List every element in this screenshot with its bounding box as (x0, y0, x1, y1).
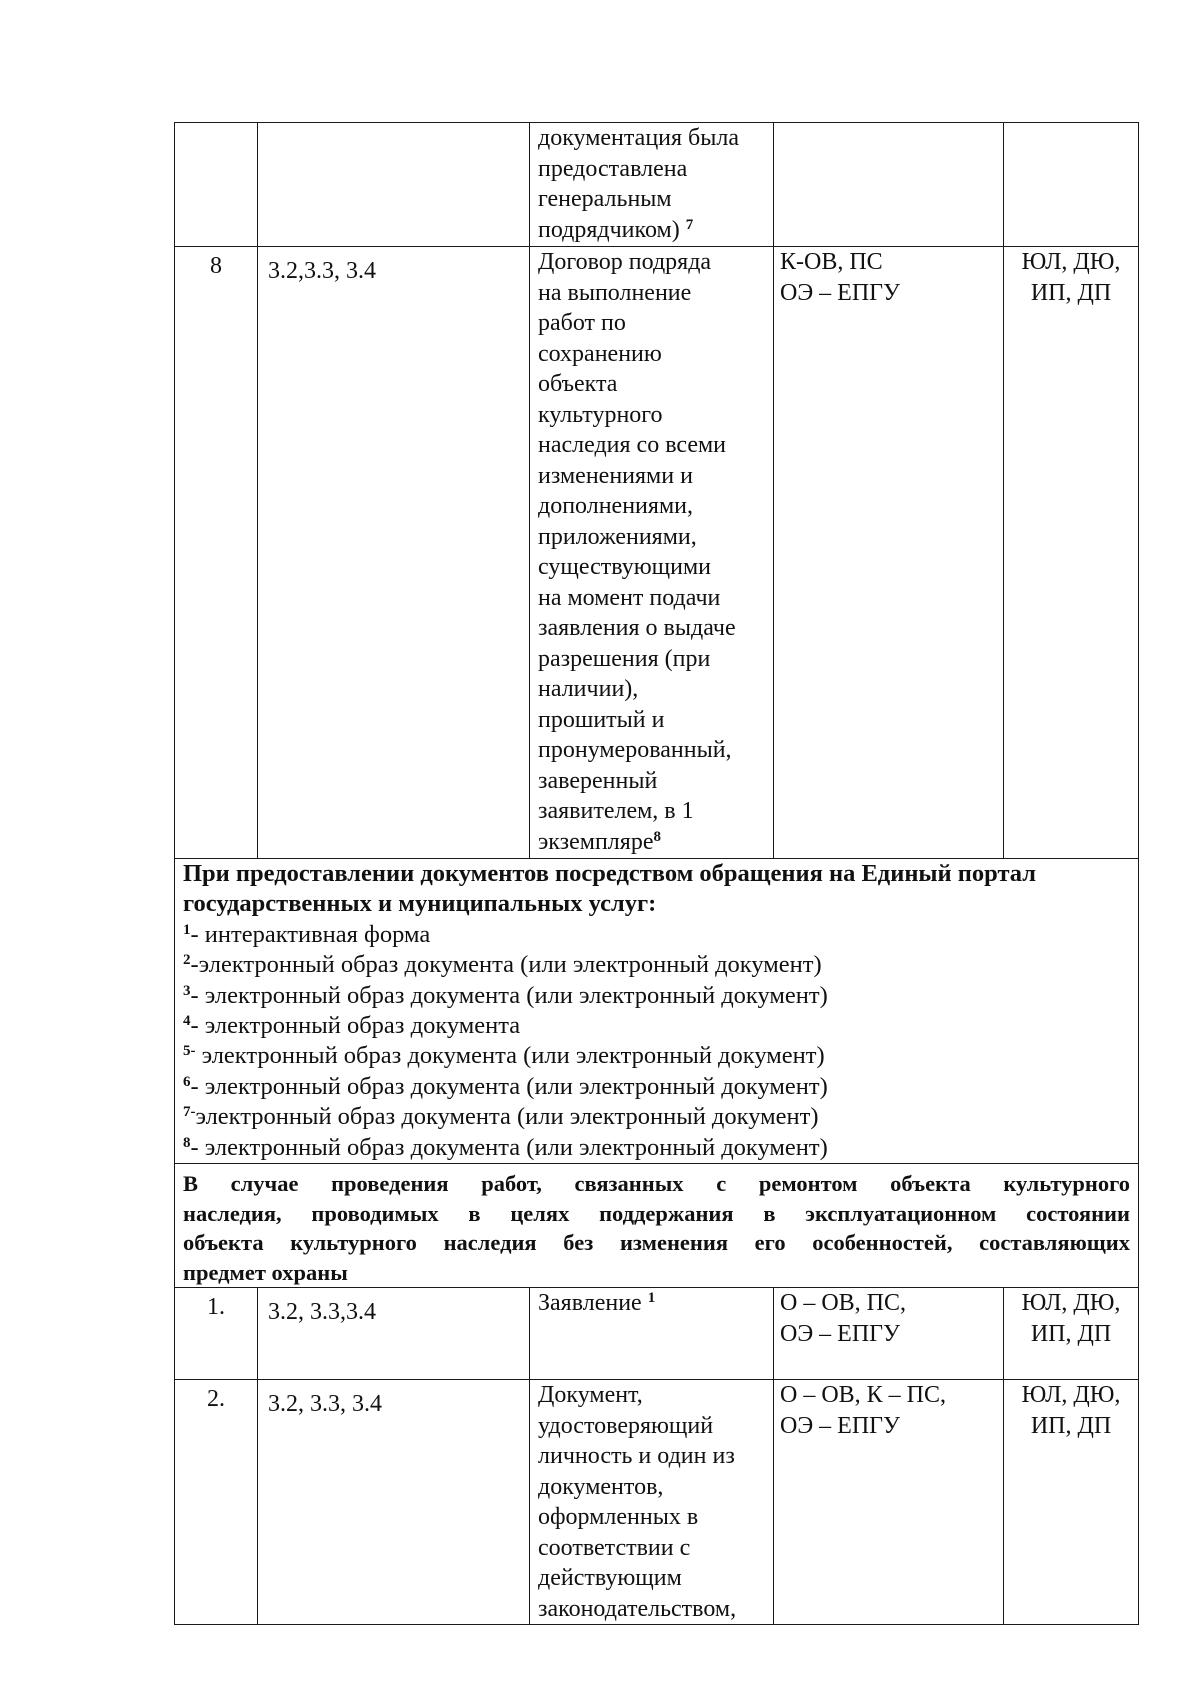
table-row-1 (175, 1288, 1139, 1380)
note-item (183, 1072, 1130, 1102)
applicants-line: ИП, ДП (1030, 279, 1112, 306)
cell-document (530, 247, 774, 859)
note-text: -электронный образ документа (или электронный документ) (190, 951, 822, 979)
form-line: О – ОВ, К – ПС, (780, 1382, 947, 1409)
document-line: оформленных в (538, 1504, 699, 1531)
note-item (183, 1133, 1130, 1163)
table-row-notes (175, 859, 1139, 1164)
form-line: ОЭ – ЕПГУ (780, 1320, 901, 1347)
document-line: Договор подряда (538, 249, 712, 275)
note-item (183, 950, 1130, 980)
document-line: предоставлена (538, 155, 688, 182)
section-heading-line: объекта культурного наследия без изменения его особенностей, составляющих (183, 1230, 1130, 1256)
cell-form (774, 247, 1004, 859)
document-line-text: Заявление (538, 1290, 648, 1317)
table-row-2 (175, 1380, 1139, 1625)
cell-document (530, 1288, 774, 1380)
document-line: заявителем, в 1 (538, 798, 694, 824)
cell-document (530, 1380, 774, 1625)
document-line: изменениями и (538, 462, 693, 489)
row-clauses: 3.2,3.3, 3.4 (258, 247, 530, 859)
applicants-line: ЮЛ, ДЮ, (1021, 1290, 1121, 1317)
section-heading-line: предмет охраны (183, 1259, 348, 1285)
row-number: 2. (175, 1380, 258, 1625)
notes-cell (175, 859, 1139, 1164)
section-heading-line: В случае проведения работ, связанных с ремонтом объекта культурного (183, 1171, 1130, 1197)
cell-number (175, 123, 258, 247)
document-line: действующим (538, 1565, 682, 1592)
form-line: ОЭ – ЕПГУ (780, 279, 901, 306)
section-heading-cell (175, 1164, 1139, 1288)
form-line: К-ОВ, ПС (780, 249, 883, 275)
cell-applicants (1004, 247, 1139, 859)
document-line: удостоверяющий (538, 1412, 714, 1439)
cell-form (774, 1380, 1004, 1625)
applicants-line: ЮЛ, ДЮ, (1021, 1382, 1121, 1409)
cell-form (774, 1288, 1004, 1380)
footnote-ref: 1 (647, 1290, 656, 1307)
form-line: О – ОВ, ПС, (780, 1290, 907, 1317)
document-line: документов, (538, 1473, 664, 1500)
document-line: заявления о выдаче (538, 615, 736, 641)
document-line: объекта (538, 371, 618, 397)
note-text: электронный образ документа (или электронный документ) (195, 1042, 825, 1070)
note-item (183, 920, 1130, 950)
document-line: существующими (538, 554, 712, 580)
cell-form (774, 123, 1004, 247)
applicants-line: ИП, ДП (1030, 1320, 1112, 1347)
note-item (183, 1102, 1130, 1132)
row-clauses: 3.2, 3.3,3.4 (258, 1288, 530, 1380)
note-ref: 1 (183, 921, 191, 938)
note-ref: 4 (183, 1013, 191, 1030)
note-text: - электронный образ документа (или электронный документ) (190, 1133, 828, 1161)
document-line: Документ, (538, 1382, 643, 1409)
cell-document (530, 123, 774, 247)
note-item (183, 981, 1130, 1011)
note-ref: 7- (183, 1104, 196, 1121)
form-line: ОЭ – ЕПГУ (780, 1412, 901, 1439)
document-line: генеральным (538, 186, 672, 212)
document-line: пронумерованный, (538, 737, 732, 763)
row-number: 1. (175, 1288, 258, 1380)
document-line: законодательством, (538, 1595, 737, 1622)
document-line: личность и один из (538, 1443, 735, 1470)
note-text: электронный образ документа (или электронный документ) (195, 1103, 819, 1131)
document-line (538, 827, 767, 858)
note-item (183, 1011, 1130, 1041)
document-line (538, 1288, 767, 1319)
row-clauses: 3.2, 3.3, 3.4 (258, 1380, 530, 1625)
document-line: работ по (538, 310, 626, 336)
row-number: 8 (175, 247, 258, 859)
note-ref: 6 (183, 1073, 191, 1090)
document-line: культурного (538, 401, 663, 428)
cell-applicants (1004, 1288, 1139, 1380)
documents-table (174, 122, 1139, 1625)
document-line: соответствии с (538, 1534, 691, 1561)
cell-applicants (1004, 1380, 1139, 1625)
cell-applicants (1004, 123, 1139, 247)
document-line: наследия со всеми (538, 432, 727, 458)
footnote-ref: 8 (653, 828, 661, 845)
notes-heading: государственных и муниципальных услуг: (183, 890, 657, 918)
cell-clauses (258, 123, 530, 247)
note-ref: 5- (183, 1043, 196, 1060)
document-line (538, 215, 767, 246)
table-row-section (175, 1164, 1139, 1288)
document-line: документация была (538, 125, 740, 151)
note-item (183, 1041, 1130, 1071)
note-text: - электронный образ документа (190, 1012, 521, 1040)
document-line: на выполнение (538, 279, 692, 306)
table-row-continuation (175, 123, 1139, 247)
note-text: - электронный образ документа (или электронный документ) (190, 981, 828, 1009)
applicants-line: ЮЛ, ДЮ, (1021, 249, 1121, 275)
note-ref: 3 (183, 982, 191, 999)
document-line: наличии), (538, 676, 639, 702)
document-line: на момент подачи (538, 584, 721, 611)
document-line: приложениями, (538, 523, 697, 550)
note-ref: 2 (183, 952, 191, 969)
note-text: - интерактивная форма (190, 920, 431, 948)
document-line: сохранению (538, 340, 662, 367)
document-line: разрешения (при (538, 645, 711, 672)
table-row-8 (175, 247, 1139, 859)
footnote-ref: 7 (685, 216, 694, 233)
note-ref: 8 (183, 1134, 191, 1151)
document-line-text: подрядчиком) (538, 216, 680, 243)
document-line: дополнениями, (538, 493, 693, 519)
notes-heading: При предоставлении документов посредством обращения на Единый портал (183, 860, 1037, 887)
section-heading-line: наследия, проводимых в целях поддержания в эксплуатационном состоянии (183, 1200, 1130, 1226)
document-line: прошитый и (538, 706, 665, 733)
document-line-text: экземпляре (538, 828, 654, 855)
note-text: - электронный образ документа (или электронный документ) (190, 1072, 828, 1100)
document-line: заверенный (538, 767, 658, 794)
applicants-line: ИП, ДП (1030, 1412, 1112, 1439)
